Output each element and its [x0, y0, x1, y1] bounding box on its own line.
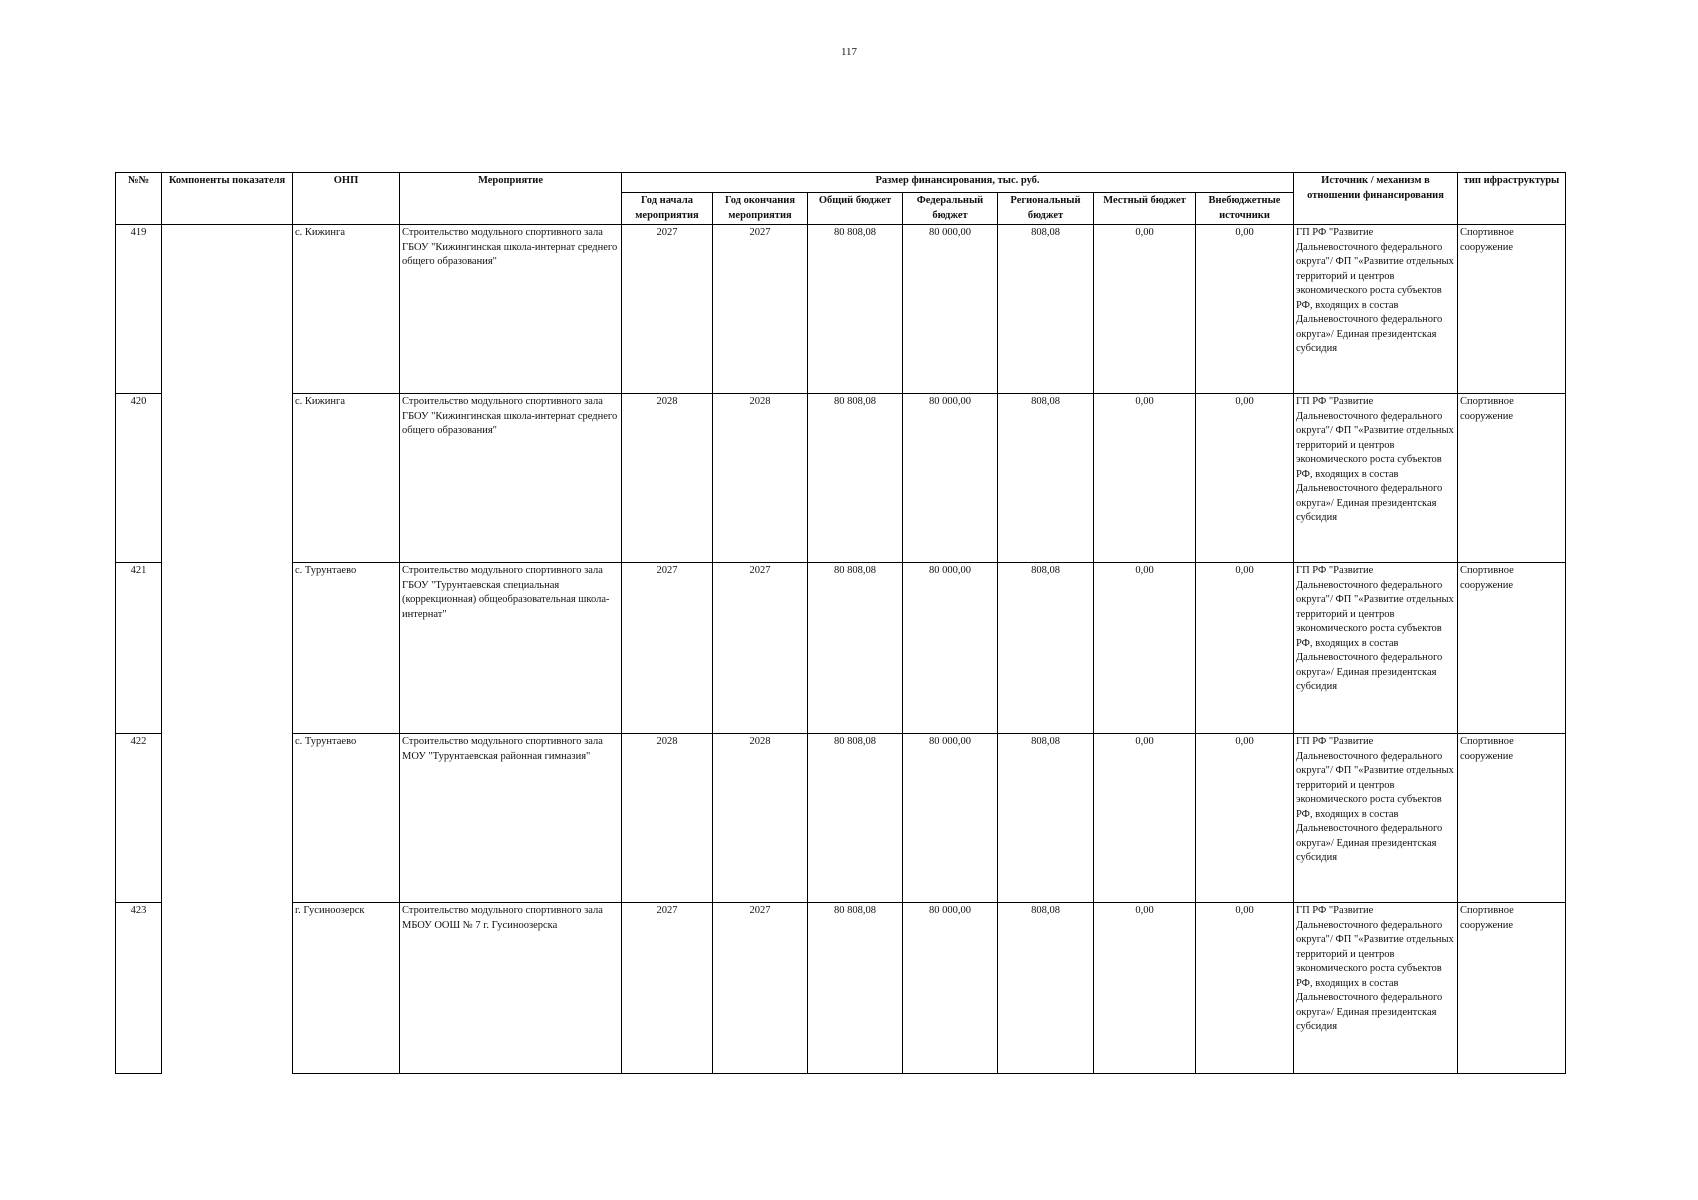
header-local: Местный бюджет: [1094, 193, 1196, 225]
cell-infra: Спортивное сооружение: [1458, 394, 1566, 563]
cell-local: 0,00: [1094, 734, 1196, 903]
header-year-start: Год начала мероприятия: [622, 193, 713, 225]
cell-extra: 0,00: [1196, 563, 1294, 734]
header-event: Мероприятие: [400, 173, 622, 225]
cell-year-end: 2027: [713, 225, 808, 394]
table-header: [116, 173, 1566, 225]
table-row: [116, 225, 1566, 394]
header-extra: Внебюджетные источники: [1196, 193, 1294, 225]
cell-source: ГП РФ "Развитие Дальневосточного федерального округа"/ ФП "«Развитие отдельных территорий и центров экономического роста субъектов РФ, входящих в состав Дальневосточного федерального округа»/ Единая президентская субсидия: [1294, 394, 1458, 563]
header-infra: тип ифраструктуры: [1458, 173, 1566, 225]
header-year-end: Год окончания мероприятия: [713, 193, 808, 225]
cell-source: ГП РФ "Развитие Дальневосточного федерального округа"/ ФП "«Развитие отдельных территорий и центров экономического роста субъектов РФ, входящих в состав Дальневосточного федерального округа»/ Единая президентская субсидия: [1294, 225, 1458, 394]
cell-num: 419: [116, 225, 162, 394]
header-total: Общий бюджет: [808, 193, 903, 225]
cell-year-start: 2027: [622, 563, 713, 734]
cell-infra: Спортивное сооружение: [1458, 734, 1566, 903]
cell-regional: 808,08: [998, 903, 1094, 1074]
cell-year-end: 2028: [713, 394, 808, 563]
cell-onp: с. Турунтаево: [293, 734, 400, 903]
cell-onp: с. Кижинга: [293, 225, 400, 394]
cell-onp: с. Кижинга: [293, 394, 400, 563]
table-row: [116, 563, 1566, 734]
cell-num: 420: [116, 394, 162, 563]
header-federal: Федеральный бюджет: [903, 193, 998, 225]
cell-source: ГП РФ "Развитие Дальневосточного федерального округа"/ ФП "«Развитие отдельных территорий и центров экономического роста субъектов РФ, входящих в состав Дальневосточного федерального округа»/ Единая президентская субсидия: [1294, 903, 1458, 1074]
cell-year-start: 2028: [622, 394, 713, 563]
cell-regional: 808,08: [998, 225, 1094, 394]
cell-infra: Спортивное сооружение: [1458, 903, 1566, 1074]
cell-federal: 80 000,00: [903, 734, 998, 903]
cell-infra: Спортивное сооружение: [1458, 225, 1566, 394]
cell-event: Строительство модульного спортивного зала ГБОУ "Кижингинская школа-интернат среднего общего образования": [400, 394, 622, 563]
cell-total: 80 808,08: [808, 903, 903, 1074]
cell-local: 0,00: [1094, 225, 1196, 394]
cell-component: [162, 225, 293, 563]
table-row: [116, 903, 1566, 1074]
table-row: [116, 734, 1566, 903]
header-onp: ОНП: [293, 173, 400, 225]
cell-total: 80 808,08: [808, 225, 903, 394]
cell-federal: 80 000,00: [903, 563, 998, 734]
cell-year-end: 2027: [713, 563, 808, 734]
cell-year-start: 2027: [622, 903, 713, 1074]
cell-event: Строительство модульного спортивного зала МОУ "Турунтаевская районная гимназия": [400, 734, 622, 903]
cell-event: Строительство модульного спортивного зала ГБОУ "Кижингинская школа-интернат среднего общего образования": [400, 225, 622, 394]
cell-federal: 80 000,00: [903, 225, 998, 394]
cell-total: 80 808,08: [808, 394, 903, 563]
cell-num: 423: [116, 903, 162, 1074]
cell-extra: 0,00: [1196, 394, 1294, 563]
header-num: №№: [116, 173, 162, 225]
header-financing: Размер финансирования, тыс. руб.: [622, 173, 1294, 193]
cell-total: 80 808,08: [808, 563, 903, 734]
cell-component: [162, 563, 293, 1074]
header-regional: Региональный бюджет: [998, 193, 1094, 225]
cell-extra: 0,00: [1196, 734, 1294, 903]
cell-num: 422: [116, 734, 162, 903]
page-number: 117: [840, 46, 858, 58]
cell-regional: 808,08: [998, 394, 1094, 563]
cell-extra: 0,00: [1196, 225, 1294, 394]
cell-federal: 80 000,00: [903, 903, 998, 1074]
table-body: [116, 225, 1566, 1074]
header-component: Компоненты показателя: [162, 173, 293, 225]
cell-extra: 0,00: [1196, 903, 1294, 1074]
cell-source: ГП РФ "Развитие Дальневосточного федерального округа"/ ФП "«Развитие отдельных территорий и центров экономического роста субъектов РФ, входящих в состав Дальневосточного федерального округа»/ Единая президентская субсидия: [1294, 563, 1458, 734]
cell-year-start: 2028: [622, 734, 713, 903]
cell-year-end: 2028: [713, 734, 808, 903]
cell-year-start: 2027: [622, 225, 713, 394]
cell-regional: 808,08: [998, 563, 1094, 734]
cell-regional: 808,08: [998, 734, 1094, 903]
cell-event: Строительство модульного спортивного зала ГБОУ "Турунтаевская специальная (коррекционная) общеобразовательная школа-интернат": [400, 563, 622, 734]
header-source: Источник / механизм в отношении финансирования: [1294, 173, 1458, 225]
cell-federal: 80 000,00: [903, 394, 998, 563]
cell-local: 0,00: [1094, 563, 1196, 734]
cell-year-end: 2027: [713, 903, 808, 1074]
cell-num: 421: [116, 563, 162, 734]
cell-total: 80 808,08: [808, 734, 903, 903]
cell-onp: с. Турунтаево: [293, 563, 400, 734]
cell-local: 0,00: [1094, 394, 1196, 563]
cell-onp: г. Гусиноозерск: [293, 903, 400, 1074]
cell-infra: Спортивное сооружение: [1458, 563, 1566, 734]
cell-event: Строительство модульного спортивного зала МБОУ ООШ № 7 г. Гусиноозерска: [400, 903, 622, 1074]
table-row: [116, 394, 1566, 563]
financing-table: [115, 172, 1566, 1074]
cell-source: ГП РФ "Развитие Дальневосточного федерального округа"/ ФП "«Развитие отдельных территорий и центров экономического роста субъектов РФ, входящих в состав Дальневосточного федерального округа»/ Единая президентская субсидия: [1294, 734, 1458, 903]
cell-local: 0,00: [1094, 903, 1196, 1074]
